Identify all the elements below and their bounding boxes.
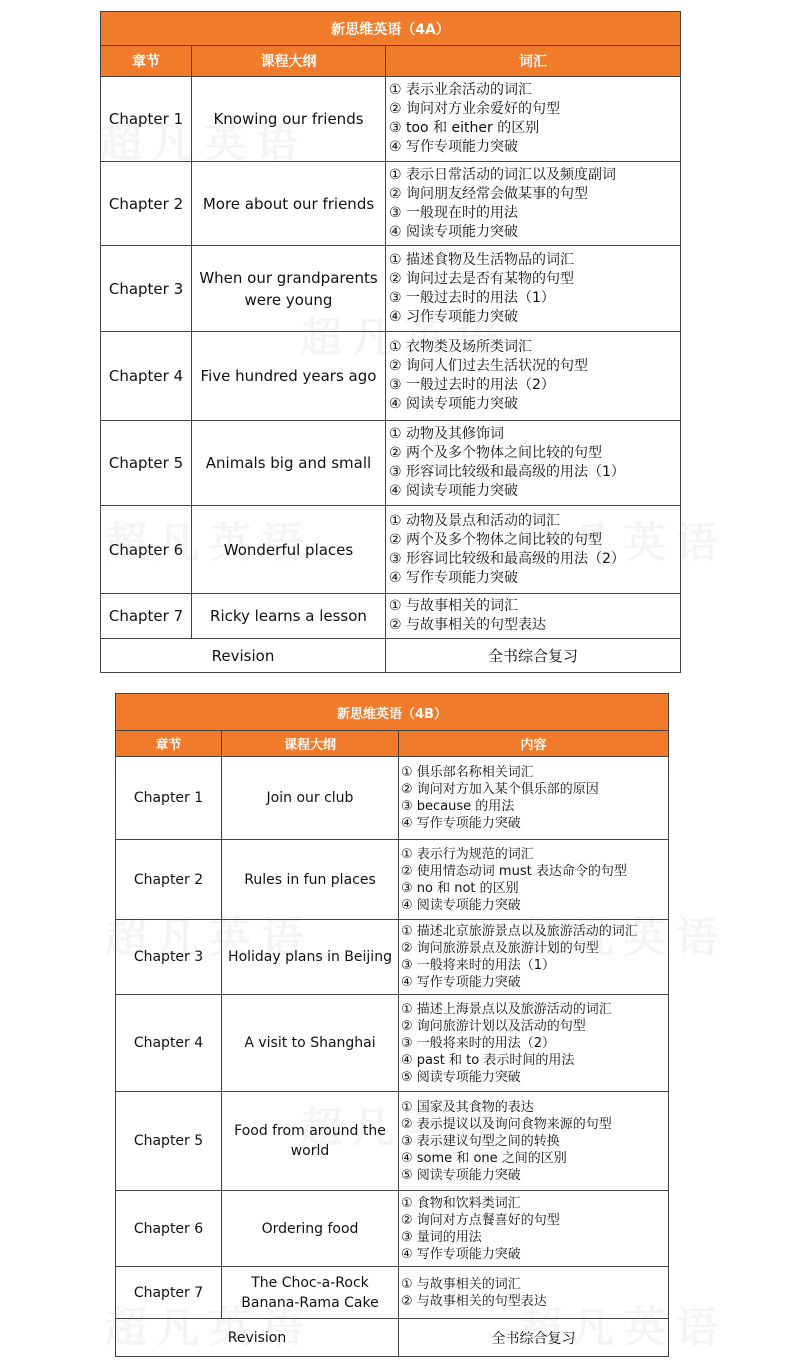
content-line: ④ 写作专项能力突破 [389,569,519,586]
chapter-cell: Chapter 5 [101,421,192,506]
content-cell [399,995,669,1092]
content-cell [399,1092,669,1191]
content-line: ③ 一般将来时的用法（1） [401,958,556,973]
table-row [101,246,681,332]
content-line: ① 俱乐部名称相关词汇 [401,765,534,780]
content-line: ② 使用情态动词 must 表达命令的句型 [401,863,627,879]
content-line: ③ 一般过去时的用法（2） [389,377,555,393]
content-line: ④ 习作专项能力突破 [389,308,519,325]
content-line: ② 询问过去是否有某物的句型 [389,270,575,287]
chapter-cell: Chapter 6 [116,1191,222,1267]
chapter-cell: Chapter 7 [101,594,192,639]
outline-cell: Join our club [222,757,399,840]
content-line: ① 衣物类及场所类词汇 [389,339,533,355]
content-line: ⑤ 阅读专项能力突破 [401,1069,521,1085]
outline-cell: Knowing our friends [192,77,386,162]
column-header-chapter: 章节 [116,731,222,757]
table-row [101,332,681,421]
chapter-cell: Chapter 6 [101,506,192,594]
content-line: ④ past 和 to 表示时间的用法 [401,1052,575,1068]
table-row [116,995,669,1092]
table-row [116,840,669,920]
table-row [101,162,681,246]
content-line: ④ some 和 one 之间的区别 [401,1150,567,1166]
content-line: ③ 一般将来时的用法（2） [401,1035,556,1051]
column-header-chapter: 章节 [101,46,192,77]
content-line: ④ 阅读专项能力突破 [389,483,519,499]
content-line: ② 表示提议以及询问食物来源的句型 [401,1116,612,1132]
content-line: ② 与故事相关的句型表达 [389,617,547,633]
content-line: ④ 写作专项能力突破 [401,816,521,831]
content-cell [386,162,681,246]
content-line: ③ 一般过去时的用法（1） [389,289,555,306]
content-line: ③ too 和 either 的区别 [389,120,540,136]
outline-cell: The Choc-a-Rock Banana-Rama Cake [222,1267,399,1319]
chapter-cell: Chapter 4 [116,995,222,1092]
content-line: ② 两个及多个物体之间比较的句型 [389,445,603,461]
content-line: ② 与故事相关的句型表达 [401,1293,547,1309]
chapter-cell: Chapter 7 [116,1267,222,1319]
table-row [116,1092,669,1191]
content-line: ① 国家及其食物的表达 [401,1099,534,1115]
content-line: ③ 表示建议句型之间的转换 [401,1133,560,1149]
content-cell [399,757,669,840]
column-header-content: 内容 [399,731,669,757]
content-line: ③ 形容词比较级和最高级的用法（2） [389,550,625,567]
content-cell [399,1267,669,1319]
revision-content: 全书综合复习 [386,639,681,673]
content-line: ③ 一般现在时的用法 [389,204,519,221]
content-line: ② 询问对方点餐喜好的句型 [401,1212,560,1228]
content-line: ① 与故事相关的词汇 [401,1276,521,1292]
content-line: ① 动物及景点和活动的词汇 [389,512,561,529]
content-line: ② 两个及多个物体之间比较的句型 [389,531,603,548]
chapter-cell: Chapter 2 [116,840,222,920]
outline-cell: Wonderful places [192,506,386,594]
content-cell [386,332,681,421]
content-line: ① 描述食物及生活物品的词汇 [389,251,575,268]
content-line: ① 与故事相关的词汇 [389,598,519,614]
content-cell [386,594,681,639]
content-cell [399,1191,669,1267]
content-line: ③ 量词的用法 [401,1229,482,1245]
column-header-content: 词汇 [386,46,681,77]
revision-label: Revision [116,1319,399,1357]
content-line: ② 询问朋友经常会做某事的句型 [389,185,589,202]
column-header-outline: 课程大纲 [192,46,386,77]
revision-row [101,639,681,673]
content-line: ⑤ 阅读专项能力突破 [401,1167,521,1183]
content-line: ① 表示日常活动的词汇以及频度副词 [389,166,617,183]
column-header-outline: 课程大纲 [222,731,399,757]
content-cell [386,77,681,162]
chapter-cell: Chapter 1 [101,77,192,162]
content-line: ② 询问人们过去生活状况的句型 [389,358,589,374]
outline-cell: When our grandparents were young [192,246,386,332]
content-line: ② 询问对方加入某个俱乐部的原因 [401,782,599,797]
content-line: ④ 写作专项能力突破 [389,139,519,155]
content-line: ① 描述北京旅游景点以及旅游活动的词汇 [401,924,638,939]
outline-cell: Ricky learns a lesson [192,594,386,639]
chapter-cell: Chapter 3 [116,920,222,995]
revision-content: 全书综合复习 [399,1319,669,1357]
outline-cell: Food from around the world [222,1092,399,1191]
table-title: 新思维英语（4A） [101,12,681,46]
table-row [116,1267,669,1319]
table-row [101,77,681,162]
content-cell [386,421,681,506]
content-line: ④ 写作专项能力突破 [401,975,521,990]
chapter-cell: Chapter 3 [101,246,192,332]
revision-row [116,1319,669,1357]
content-line: ④ 阅读专项能力突破 [389,396,519,412]
content-line: ① 食物和饮料类词汇 [401,1195,521,1211]
outline-cell: Holiday plans in Beijing [222,920,399,995]
content-line: ③ no 和 not 的区别 [401,880,519,896]
content-line: ② 询问旅游计划以及活动的句型 [401,1018,586,1034]
content-line: ② 询问对方业余爱好的句型 [389,101,561,117]
content-cell [399,920,669,995]
content-line: ④ 阅读专项能力突破 [401,897,521,913]
chapter-cell: Chapter 5 [116,1092,222,1191]
table-row [101,421,681,506]
content-line: ③ 形容词比较级和最高级的用法（1） [389,464,625,480]
table-row [116,757,669,840]
revision-label: Revision [101,639,386,673]
content-cell [399,840,669,920]
content-line: ① 表示行为规范的词汇 [401,846,534,862]
outline-cell: Ordering food [222,1191,399,1267]
chapter-cell: Chapter 1 [116,757,222,840]
outline-cell: More about our friends [192,162,386,246]
content-line: ④ 阅读专项能力突破 [389,223,519,240]
table-row [101,594,681,639]
content-line: ④ 写作专项能力突破 [401,1246,521,1262]
content-line: ① 描述上海景点以及旅游活动的词汇 [401,1001,612,1017]
content-line: ② 询问旅游景点及旅游计划的句型 [401,941,599,956]
table-row [116,1191,669,1267]
table-row [101,506,681,594]
table-title: 新思维英语（4B） [116,694,669,731]
course-table-4a [100,11,681,673]
chapter-cell: Chapter 2 [101,162,192,246]
table-row [116,920,669,995]
outline-cell: A visit to Shanghai [222,995,399,1092]
content-cell [386,506,681,594]
content-cell [386,246,681,332]
course-table-4b [115,693,669,1357]
content-line: ① 表示业余活动的词汇 [389,82,533,98]
content-line: ① 动物及其修饰词 [389,426,505,442]
outline-cell: Rules in fun places [222,840,399,920]
outline-cell: Animals big and small [192,421,386,506]
chapter-cell: Chapter 4 [101,332,192,421]
content-line: ③ because 的用法 [401,799,515,814]
outline-cell: Five hundred years ago [192,332,386,421]
